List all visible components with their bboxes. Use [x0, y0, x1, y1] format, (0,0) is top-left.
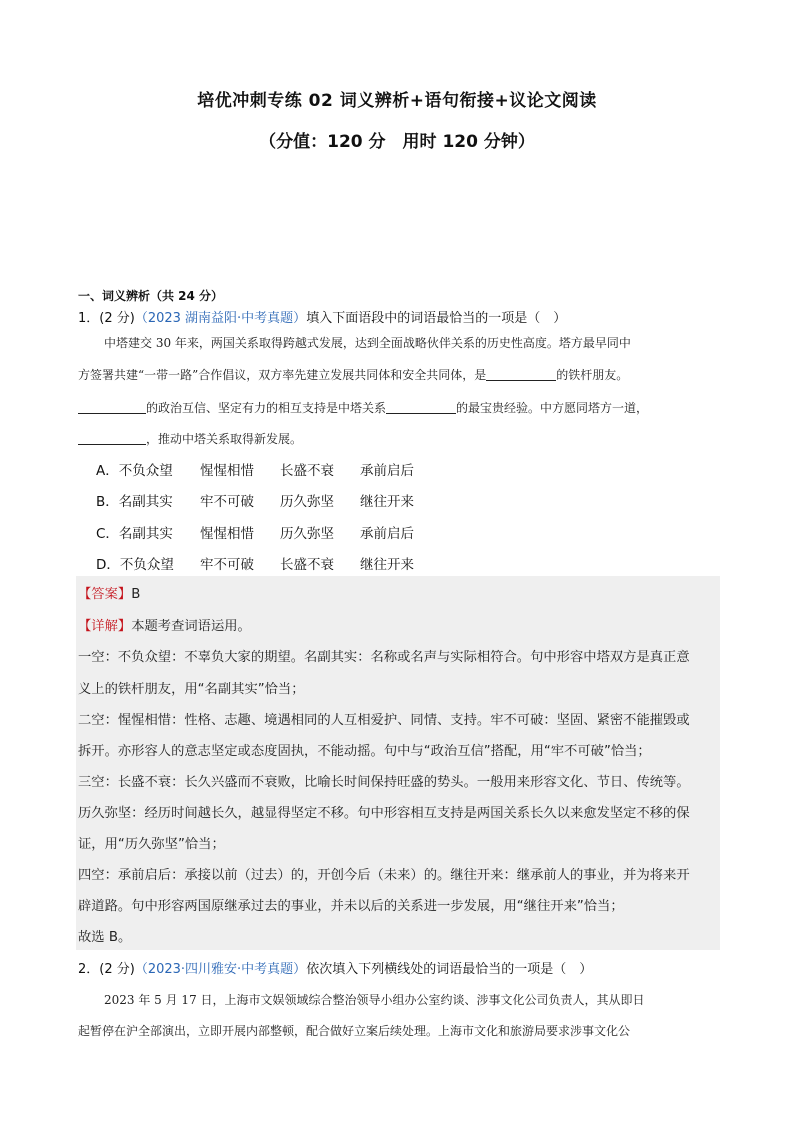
explanation-line: 三空：长盛不衰：长久兴盛而不衰败，比喻长时间保持旺盛的势头。一般用来形容文化、节日、传统等。 — [78, 775, 690, 790]
detail-line: 【详解】本题考查词语运用。 — [78, 619, 251, 634]
page-title: 培优冲刺专练 02 词义辨析+语句衔接+议论文阅读 — [197, 91, 597, 111]
explanation-line: 辟道路。句中形容两国原继承过去的事业，并未以后的关系进一步发展，用“继往开来”恰当； — [78, 899, 624, 914]
explanation-line: 证，用“历久弥坚”恰当； — [78, 837, 225, 852]
question-source: （2023 湖南益阳·中考真题） — [134, 311, 307, 326]
explanation-line: 拆开。亦形容人的意志坚定或态度固执，不能动摇。句中与“政治互信”搭配，用“牢不可破”恰当； — [78, 744, 651, 759]
passage-line-2: 方签署共建“一带一路”合作倡议，双方率先建立发展共同体和安全共同体，是 的铁杆朋友。 — [78, 368, 629, 382]
fill-blank — [78, 401, 146, 414]
passage-line-2: 起暂停在沪全部演出，立即开展内部整顿，配合做好立案后续处理。上海市文化和旅游局要求涉事文化公 — [78, 1024, 631, 1038]
fill-blank — [486, 368, 556, 381]
passage-line-4: ，推动中塔关系取得新发展。 — [78, 430, 302, 447]
question-source: （2023·四川雅安·中考真题） — [134, 962, 307, 977]
answer-value: B — [131, 587, 141, 602]
question-1-header — [78, 307, 566, 326]
fill-blank — [78, 432, 146, 445]
question-2-header — [78, 958, 592, 977]
question-prompt: 填入下面语段中的词语最恰当的一项是（ ） — [306, 311, 567, 326]
passage-line-1: 2023 年 5 月 17 日，上海市文娱领域综合整治领导小组办公室约谈、涉事文化公司负责人，其从即日 — [104, 993, 645, 1007]
question-prompt: 依次填入下列横线处的词语最恰当的一项是（ ） — [306, 962, 593, 977]
fill-blank — [386, 401, 456, 414]
explanation-line: 故选 B。 — [78, 930, 132, 945]
passage-line-3: 的政治互信、坚定有力的相互支持是中塔关系 的最宝贵经验。中方愿同塔方一道， — [78, 399, 648, 416]
page-subtitle: （分值：120 分 用时 120 分钟） — [259, 132, 535, 152]
explanation-line: 历久弥坚：经历时间越长久，越显得坚定不移。句中形容相互支持是两国关系长久以来愈发坚定不移的保 — [78, 806, 690, 821]
answer-line: 【答案】B — [78, 587, 141, 602]
explanation-line: 二空：惺惺相惜：性格、志趣、境遇相同的人互相爱护、同情、支持。牢不可破：坚固、紧密不能摧毁或 — [78, 713, 690, 728]
question-number: 1．(2 分) — [78, 311, 135, 326]
section-heading: 一、词义辨析（共 24 分） — [78, 289, 224, 303]
explanation-line: 四空：承前启后：承接以前（过去）的，开创今后（未来）的。继往开来：继承前人的事业，并为将来开 — [78, 868, 690, 883]
explanation-line: 义上的铁杆朋友，用“名副其实”恰当； — [78, 682, 305, 697]
question-number: 2．(2 分) — [78, 962, 135, 977]
passage-line-1: 中塔建交 30 年来，两国关系取得跨越式发展，达到全面战略伙伴关系的历史性高度。塔方最早同中 — [104, 336, 631, 350]
explanation-line: 一空：不负众望：不辜负大家的期望。名副其实：名称或名声与实际相符合。句中形容中塔双方是真正意 — [78, 650, 690, 665]
